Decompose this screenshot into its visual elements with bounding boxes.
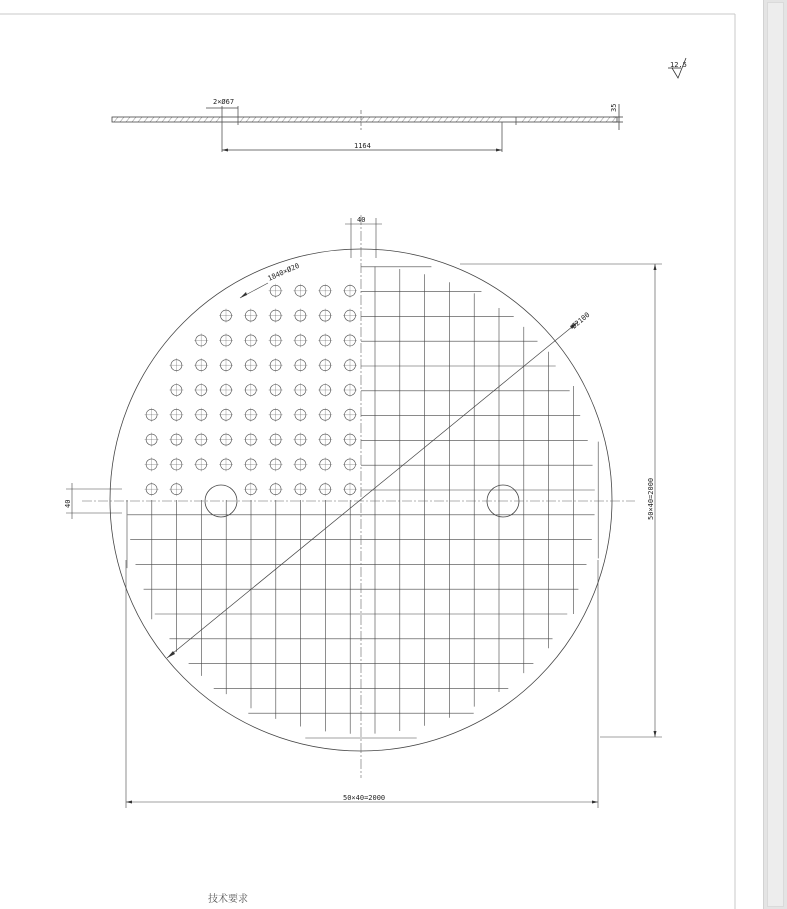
hatch-stroke [564, 117, 568, 122]
section-hatch [114, 117, 616, 122]
vertical-scrollbar[interactable] [763, 0, 787, 909]
hatch-stroke [348, 117, 352, 122]
hatch-stroke [150, 117, 154, 122]
vertical-span-label: 50×40=2000 [647, 477, 655, 520]
hatch-stroke [198, 117, 202, 122]
hatch-stroke [180, 117, 184, 122]
hatch-stroke [366, 117, 370, 122]
hatch-stroke [582, 117, 586, 122]
hatch-stroke [120, 117, 124, 122]
hatch-stroke [294, 117, 298, 122]
hatch-stroke [576, 117, 580, 122]
hatch-stroke [114, 117, 118, 122]
plan-view [66, 215, 662, 808]
hatch-stroke [318, 117, 322, 122]
hatch-stroke [408, 117, 412, 122]
diameter-label: Ø2100 [570, 310, 592, 331]
hatch-stroke [426, 117, 430, 122]
vertical-span-dim [460, 264, 662, 737]
scrollbar-thumb[interactable] [767, 2, 784, 907]
hatch-stroke [192, 117, 196, 122]
horizontal-span-dim [126, 560, 598, 808]
thickness-label: 35 [610, 103, 618, 112]
hatch-stroke [612, 117, 616, 122]
pitch-top-label: 40 [357, 216, 366, 224]
hatch-stroke [258, 117, 262, 122]
hatch-stroke [354, 117, 358, 122]
hatch-stroke [138, 117, 142, 122]
hatch-stroke [156, 117, 160, 122]
hatch-stroke [432, 117, 436, 122]
perforation-callout-label: 1840×Ø20 [266, 261, 301, 283]
hatch-stroke [498, 117, 502, 122]
hatch-stroke [204, 117, 208, 122]
hatch-stroke [378, 117, 382, 122]
hatch-stroke [438, 117, 442, 122]
hatch-stroke [396, 117, 400, 122]
hatch-stroke [540, 117, 544, 122]
hole-callout-label: 2×Ø67 [213, 98, 235, 106]
hatch-stroke [132, 117, 136, 122]
hatch-stroke [528, 117, 532, 122]
hatch-stroke [324, 117, 328, 122]
hatch-stroke [330, 117, 334, 122]
hatch-stroke [162, 117, 166, 122]
perforation-holes [145, 284, 357, 496]
hatch-stroke [594, 117, 598, 122]
hatch-stroke [522, 117, 526, 122]
hatch-stroke [216, 117, 220, 122]
hatch-stroke [444, 117, 448, 122]
hatch-stroke [552, 117, 556, 122]
hatch-stroke [144, 117, 148, 122]
hatch-stroke [168, 117, 172, 122]
hatch-stroke [186, 117, 190, 122]
hatch-stroke [492, 117, 496, 122]
hatch-stroke [402, 117, 406, 122]
hatch-stroke [372, 117, 376, 122]
hatch-stroke [312, 117, 316, 122]
hatch-stroke [558, 117, 562, 122]
hatch-stroke [126, 117, 130, 122]
hatch-stroke [276, 117, 280, 122]
hatch-stroke [282, 117, 286, 122]
hatch-stroke [546, 117, 550, 122]
hatch-stroke [240, 117, 244, 122]
hatch-stroke [210, 117, 214, 122]
hatch-stroke [534, 117, 538, 122]
hatch-stroke [252, 117, 256, 122]
hatch-stroke [384, 117, 388, 122]
hatch-stroke [462, 117, 466, 122]
hatch-stroke [474, 117, 478, 122]
hatch-stroke [264, 117, 268, 122]
grid-lines [127, 266, 598, 738]
hatch-stroke [246, 117, 250, 122]
technical-requirements-heading: 技术要求 [208, 894, 248, 905]
hole-spacing-label: 1164 [354, 142, 371, 150]
hatch-stroke [342, 117, 346, 122]
hatch-stroke [456, 117, 460, 122]
horizontal-span-label: 50×40=2000 [343, 794, 386, 802]
roughness-value: 12.5 [670, 61, 687, 69]
offset-left-label: 40 [64, 499, 72, 508]
hatch-stroke [288, 117, 292, 122]
hatch-stroke [306, 117, 310, 122]
hatch-stroke [300, 117, 304, 122]
hatch-stroke [570, 117, 574, 122]
hatch-stroke [270, 117, 274, 122]
hatch-stroke [414, 117, 418, 122]
hatch-stroke [468, 117, 472, 122]
pitch-top-dim [345, 218, 382, 258]
hatch-stroke [600, 117, 604, 122]
hatch-stroke [336, 117, 340, 122]
hatch-stroke [450, 117, 454, 122]
roughness-symbol [668, 58, 687, 78]
hatch-stroke [606, 117, 610, 122]
hatch-stroke [420, 117, 424, 122]
hatch-stroke [486, 117, 490, 122]
hatch-stroke [390, 117, 394, 122]
hatch-stroke [588, 117, 592, 122]
hatch-stroke [480, 117, 484, 122]
hatch-stroke [174, 117, 178, 122]
